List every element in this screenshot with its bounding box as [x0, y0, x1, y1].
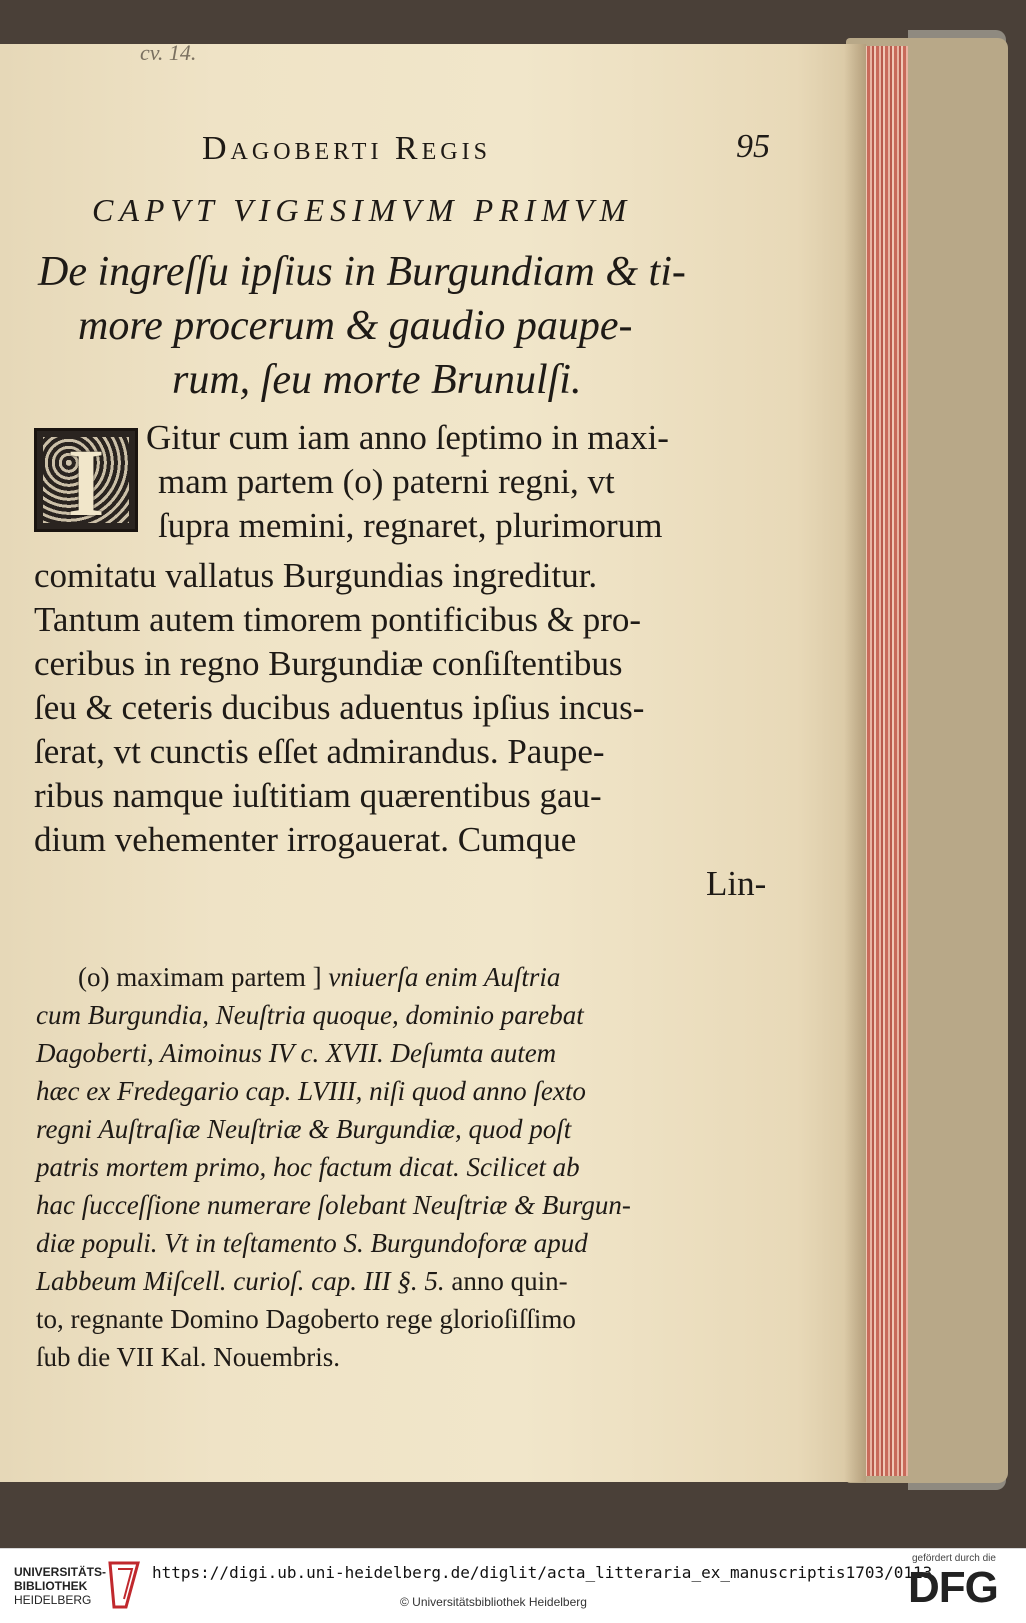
footnote-line: diæ populi. Vt in teſtamento S. Burgundoforæ apud: [36, 1228, 588, 1258]
footnote-line: hac ſucceſſione numerare ſolebant Neuſtriæ & Burgun-: [36, 1190, 631, 1220]
body-line: comitatu vallatus Burgundias ingreditur.: [34, 556, 598, 595]
library-logo[interactable]: [14, 1565, 106, 1607]
footnote-line: hæc ex Fredegario cap. LVIII, niſi quod anno ſexto: [36, 1076, 586, 1106]
copyright-text: © Universitätsbibliothek Heidelberg: [400, 1595, 587, 1609]
library-name-line: HEIDELBERG: [14, 1593, 92, 1607]
running-title: Dagoberti Regis: [202, 130, 491, 167]
pencil-note: cv. 14.: [140, 40, 197, 65]
body-line: Gitur cum iam anno ſeptimo in maxi-: [146, 418, 669, 457]
ornamental-initial: [34, 428, 138, 536]
body-line: ſerat, vt cunctis eſſet admirandus. Paupe-: [34, 732, 605, 771]
page-number: 95: [736, 128, 770, 165]
footnote-line: [78, 962, 560, 993]
body-line: ceribus in regno Burgundiæ conſiſtentibus: [34, 644, 623, 683]
body-line: ſupra memini, regnaret, plurimorum: [158, 506, 663, 545]
body-line: ribus namque iuſtitiam quærentibus gau-: [34, 776, 602, 815]
subheading-line: rum, ſeu morte Brunulſi.: [172, 357, 582, 403]
footnote-line: cum Burgundia, Neuſtria quoque, dominio parebat: [36, 1000, 584, 1030]
viewer-footer: [0, 1548, 1026, 1623]
footnote-text: Labbeum Miſcell. curioſ. cap. III §. 5.: [36, 1266, 445, 1296]
body-line: ſeu & ceteris ducibus aduentus ipſius incus-: [34, 688, 645, 727]
subheading-line: more procerum & gaudio paupe-: [78, 303, 633, 349]
body-line: Tantum autem timorem pontificibus & pro-: [34, 600, 642, 639]
footnote-line: regni Auſtraſiæ Neuſtriæ & Burgundiæ, quod poſt: [36, 1114, 572, 1144]
footnote-line: to, regnante Domino Dagoberto rege glorioſiſſimo: [36, 1304, 576, 1334]
catchword: Lin-: [706, 864, 767, 903]
dfg-logo[interactable]: DFG: [908, 1563, 998, 1612]
footnote-text: anno quin-: [451, 1266, 568, 1296]
footnote-line: ſub die VII Kal. Nouembris.: [36, 1342, 340, 1372]
library-name-line: BIBLIOTHEK: [14, 1579, 88, 1593]
body-line: dium vehementer irrogauerat. Cumque: [34, 820, 577, 859]
body-line: mam partem (o) paterni regni, vt: [158, 462, 615, 501]
chapter-heading: CAPVT VIGESIMVM PRIMVM: [92, 192, 633, 228]
permalink-url[interactable]: https://digi.ub.uni-heidelberg.de/diglit/acta_litteraria_ex_manuscriptis1703/0113: [152, 1563, 933, 1582]
footnote-line: patris mortem primo, hoc factum dicat. Scilicet ab: [36, 1152, 580, 1182]
page-shadow: [844, 44, 866, 1482]
subheading-line: De ingreſſu ipſius in Burgundiam & ti-: [38, 249, 686, 295]
library-mark-icon: [104, 1559, 144, 1611]
library-name-line: UNIVERSITÄTS-: [14, 1565, 107, 1579]
footnote-line: [36, 1266, 568, 1297]
footnote-text: vniuerſa enim Auſtria: [328, 962, 561, 992]
footnote-lemma: (o) maximam partem ]: [78, 962, 322, 992]
initial-letter: I: [67, 429, 105, 536]
funding-label: gefördert durch die: [912, 1553, 996, 1564]
footnote-line: Dagoberti, Aimoinus IV c. XVII. Deſumta autem: [36, 1038, 557, 1068]
